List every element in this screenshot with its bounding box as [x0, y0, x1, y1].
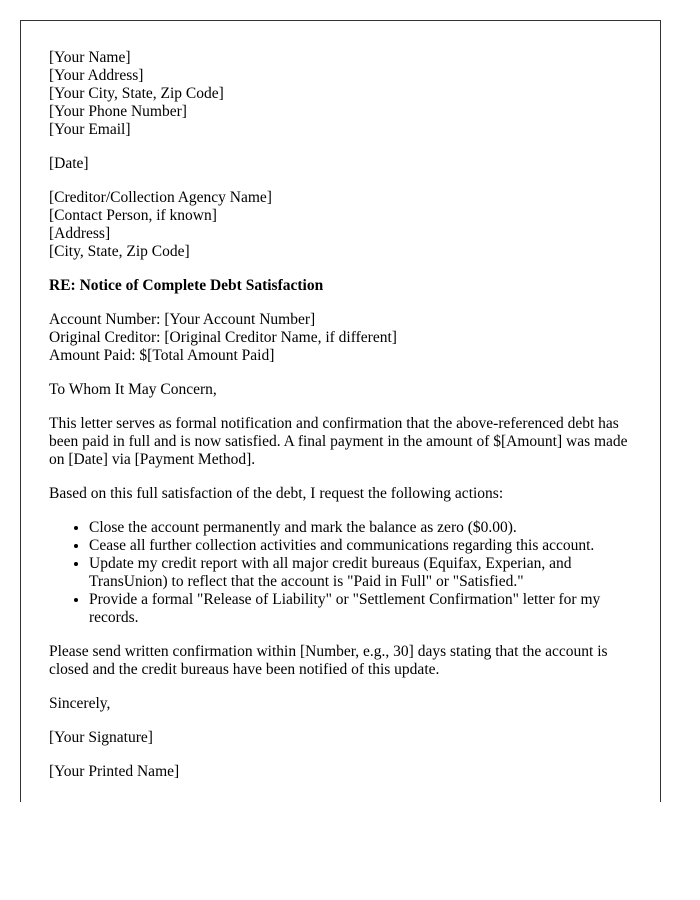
recipient-contact: [Contact Person, if known] [49, 207, 217, 224]
recipient-block [49, 189, 641, 261]
paragraph-payment-confirmation: This letter serves as formal notification and confirmation that the above-referenced debt has been paid in full and is now satisfied. A final payment in the amount of $[Amount] was made on [Date] via [Payment Method]. [49, 415, 628, 468]
list-item: • Close the account permanently and mark the balance as zero ($0.00). [89, 519, 641, 537]
printed-name: [Your Printed Name] [49, 763, 180, 780]
account-info-block [49, 311, 641, 365]
amount-paid: Amount Paid: $[Total Amount Paid] [49, 347, 275, 364]
recipient-city-state-zip: [City, State, Zip Code] [49, 243, 190, 260]
list-item: • Update my credit report with all major credit bureaus (Equifax, Experian, and TransUnion) to reflect that the account is "Paid in Full" or "Satisfied." [89, 555, 641, 591]
original-creditor: Original Creditor: [Original Creditor Name, if different] [49, 329, 397, 346]
letter-date: [Date] [49, 155, 89, 172]
signature: [Your Signature] [49, 729, 153, 746]
account-number: Account Number: [Your Account Number] [49, 311, 316, 328]
list-item: • Cease all further collection activities and communications regarding this account. [89, 537, 641, 555]
salutation: To Whom It May Concern, [49, 381, 217, 398]
sender-city-state-zip: [Your City, State, Zip Code] [49, 85, 224, 102]
list-item: • Provide a formal "Release of Liability" or "Settlement Confirmation" letter for my records. [89, 591, 641, 627]
recipient-name: [Creditor/Collection Agency Name] [49, 189, 272, 206]
sender-address: [Your Address] [49, 67, 144, 84]
sender-block [49, 49, 641, 139]
sender-name: [Your Name] [49, 49, 131, 66]
subject-line: RE: Notice of Complete Debt Satisfaction [49, 277, 324, 294]
letter-body [49, 49, 641, 797]
date-block [49, 155, 641, 173]
request-list [49, 519, 641, 627]
paragraph-request-intro: Based on this full satisfaction of the debt, I request the following actions: [49, 485, 504, 502]
sender-phone: [Your Phone Number] [49, 103, 187, 120]
letter-page [20, 20, 661, 802]
recipient-address: [Address] [49, 225, 111, 242]
paragraph-confirmation-request: Please send written confirmation within [Number, e.g., 30] days stating that the account is closed and the credit bureaus have been notified of this update. [49, 643, 608, 678]
closing: Sincerely, [49, 695, 111, 712]
sender-email: [Your Email] [49, 121, 131, 138]
